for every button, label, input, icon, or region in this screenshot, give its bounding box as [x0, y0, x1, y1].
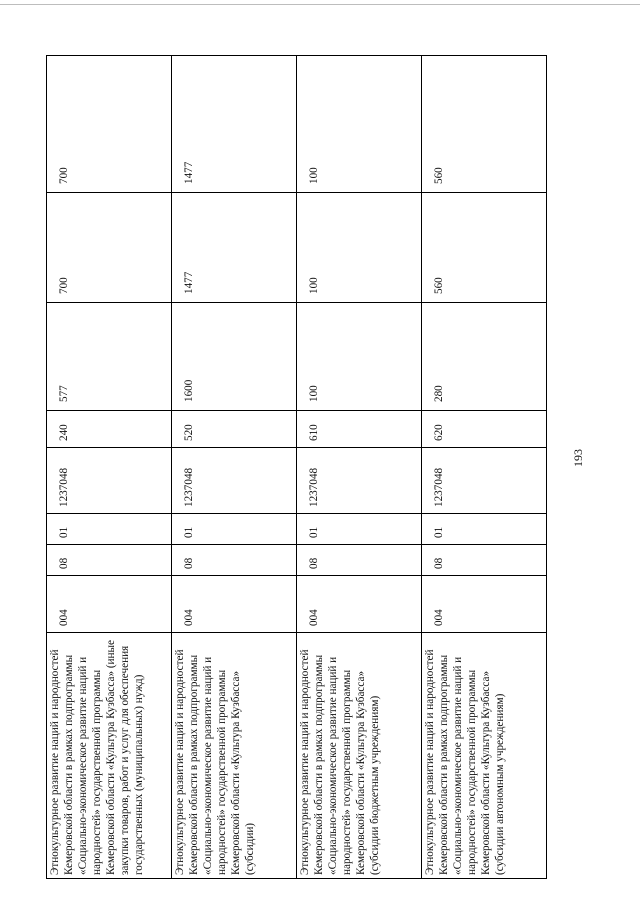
- expense-code-cell: 240: [47, 411, 172, 448]
- value-cell-2: 1477: [172, 193, 297, 303]
- section-code-cell: 08: [422, 545, 547, 576]
- value-cell-1: 280: [422, 303, 547, 411]
- expense-code-cell: 620: [422, 411, 547, 448]
- value-cell-1: 1600: [172, 303, 297, 411]
- value-cell-2: 100: [297, 193, 422, 303]
- page-number: 193: [571, 449, 585, 467]
- table-row: [422, 56, 547, 879]
- table-row: [172, 56, 297, 879]
- row-name-cell: Этнокультурное развитие наций и народностей Кемеровской области в рамках подпрограммы «Социально-экономическое развитие наций и народностей» государственной программы Кемеровской области «Культура Кузбасса» (иные закупки товаров, работ и услуг для обеспечения государственных (муниципальных) нужд): [47, 633, 172, 879]
- value-cell-3: 1477: [172, 56, 297, 193]
- table-row: [47, 56, 172, 879]
- expense-code-cell: 520: [172, 411, 297, 448]
- value-cell-3: 560: [422, 56, 547, 193]
- row-name-cell: Этнокультурное развитие наций и народностей Кемеровской области в рамках подпрограммы «Социально-экономическое развитие наций и народностей» государственной программы Кемеровской области «Культура Кузбасса» (субсидии бюджетным учреждениям): [297, 633, 422, 879]
- value-cell-2: 560: [422, 193, 547, 303]
- value-cell-3: 700: [47, 56, 172, 193]
- target-code-cell: 1237048: [172, 448, 297, 514]
- section-code-cell: 08: [172, 545, 297, 576]
- table-row: [297, 56, 422, 879]
- value-cell-2: 700: [47, 193, 172, 303]
- section-code-cell: 08: [297, 545, 422, 576]
- subsection-code-cell: 01: [172, 514, 297, 545]
- subsection-code-cell: 01: [47, 514, 172, 545]
- value-cell-1: 577: [47, 303, 172, 411]
- target-code-cell: 1237048: [422, 448, 547, 514]
- ministry-code-cell: 004: [172, 576, 297, 633]
- target-code-cell: 1237048: [47, 448, 172, 514]
- ministry-code-cell: 004: [422, 576, 547, 633]
- top-rule: [0, 4, 640, 5]
- subsection-code-cell: 01: [422, 514, 547, 545]
- section-code-cell: 08: [47, 545, 172, 576]
- rotated-page: [20, 25, 620, 885]
- value-cell-1: 100: [297, 303, 422, 411]
- row-name-cell: Этнокультурное развитие наций и народностей Кемеровской области в рамках подпрограммы «Социально-экономическое развитие наций и народностей» государственной программы Кемеровской области «Культура Кузбасса» (субсидии): [172, 633, 297, 879]
- row-name-cell: Этнокультурное развитие наций и народностей Кемеровской области в рамках подпрограммы «Социально-экономическое развитие наций и народностей» государственной программы Кемеровской области «Культура Кузбасса» (субсидии автономным учреждениям): [422, 633, 547, 879]
- subsection-code-cell: 01: [297, 514, 422, 545]
- expense-code-cell: 610: [297, 411, 422, 448]
- ministry-code-cell: 004: [47, 576, 172, 633]
- value-cell-3: 100: [297, 56, 422, 193]
- target-code-cell: 1237048: [297, 448, 422, 514]
- budget-table: [46, 55, 547, 879]
- ministry-code-cell: 004: [297, 576, 422, 633]
